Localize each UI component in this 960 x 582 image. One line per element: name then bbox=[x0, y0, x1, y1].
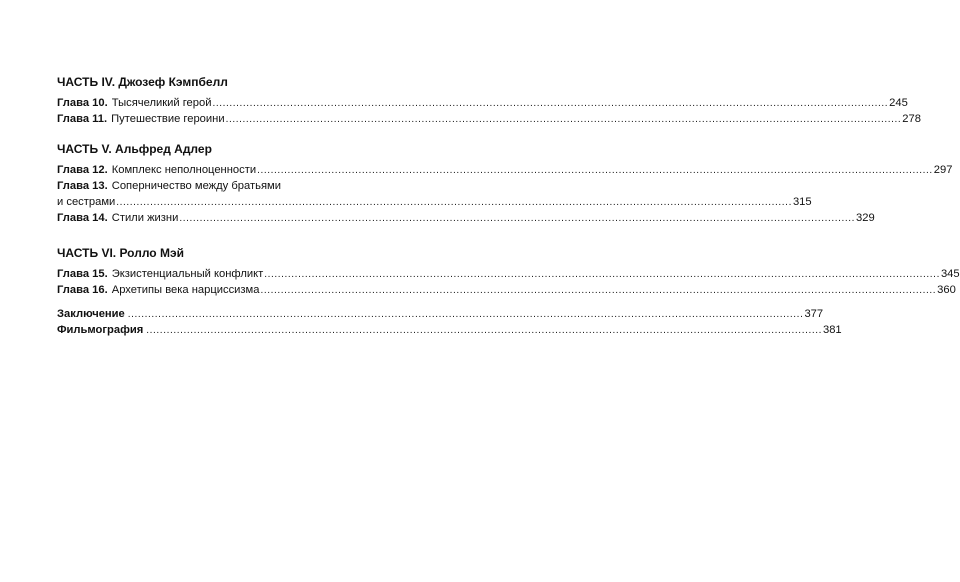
entry-title: Заключение bbox=[57, 308, 125, 320]
toc-entry-chapter-13-continued[interactable] bbox=[57, 194, 812, 210]
chapter-title: Путешествие героини bbox=[111, 113, 225, 125]
dot-leader: ........................................................................................................................................................................................................ bbox=[179, 213, 856, 224]
page-number: 297 bbox=[933, 164, 953, 176]
toc-entry-conclusion[interactable] bbox=[57, 306, 824, 322]
page-number: 315 bbox=[792, 196, 812, 208]
chapter-title: Экзистенциальный конфликт bbox=[111, 268, 264, 280]
toc-entry-chapter-10[interactable] bbox=[57, 95, 908, 111]
page-number: 381 bbox=[822, 324, 842, 336]
entry-title: Фильмография bbox=[57, 324, 144, 336]
toc-entry-chapter-12[interactable] bbox=[57, 162, 953, 178]
toc-part-6 bbox=[57, 246, 960, 298]
toc-entry-chapter-14[interactable] bbox=[57, 210, 875, 226]
part-title: ЧАСТЬ V. Альфред Адлер bbox=[57, 142, 212, 156]
part-title: ЧАСТЬ VI. Ролло Мэй bbox=[57, 246, 184, 260]
toc-entry-chapter-16[interactable] bbox=[57, 282, 956, 298]
chapter-title-continued: и сестрами bbox=[57, 196, 116, 208]
chapter-number: Глава 16. bbox=[57, 284, 108, 296]
part-title: ЧАСТЬ IV. Джозеф Кэмпбелл bbox=[57, 75, 228, 89]
dot-leader: ........................................................................................................................................................................................................ bbox=[225, 114, 902, 125]
toc-entry-chapter-11[interactable] bbox=[57, 111, 921, 127]
dot-leader: ........................................................................................................................................................................................................ bbox=[212, 98, 889, 109]
chapter-number: Глава 11. bbox=[57, 113, 108, 125]
toc-part-4 bbox=[57, 75, 921, 127]
dot-leader: ........................................................................................................................................................................................................ bbox=[146, 325, 822, 336]
chapter-title: Стили жизни bbox=[111, 212, 179, 224]
toc-back-matter bbox=[57, 306, 842, 338]
page-number: 377 bbox=[804, 308, 824, 320]
chapter-number: Глава 15. bbox=[57, 268, 108, 280]
toc-part-5 bbox=[57, 142, 953, 226]
dot-leader: ........................................................................................................................................................................................................ bbox=[116, 197, 792, 208]
dot-leader: ........................................................................................................................................................................................................ bbox=[127, 309, 804, 320]
chapter-title: Комплекс неполноценности bbox=[111, 164, 257, 176]
chapter-title: Соперничество между братьями bbox=[111, 180, 281, 192]
toc-entry-chapter-13[interactable] bbox=[57, 178, 347, 194]
page-number: 345 bbox=[940, 268, 960, 280]
toc-entry-filmography[interactable] bbox=[57, 322, 842, 338]
page-number: 278 bbox=[902, 113, 921, 125]
dot-leader: ........................................................................................................................................................................................................ bbox=[257, 165, 933, 176]
chapter-number: Глава 13. bbox=[57, 180, 108, 192]
chapter-title: Архетипы века нарциссизма bbox=[111, 284, 260, 296]
chapter-number: Глава 14. bbox=[57, 212, 108, 224]
chapter-number: Глава 12. bbox=[57, 164, 108, 176]
page-number: 360 bbox=[937, 284, 956, 296]
dot-leader: ........................................................................................................................................................................................................ bbox=[264, 269, 940, 280]
chapter-number: Глава 10. bbox=[57, 97, 108, 109]
toc-entry-chapter-15[interactable] bbox=[57, 266, 960, 282]
chapter-title: Тысячеликий герой bbox=[111, 97, 212, 109]
page-number: 245 bbox=[889, 97, 908, 109]
page-number: 329 bbox=[856, 212, 875, 224]
dot-leader: ........................................................................................................................................................................................................ bbox=[260, 285, 937, 296]
